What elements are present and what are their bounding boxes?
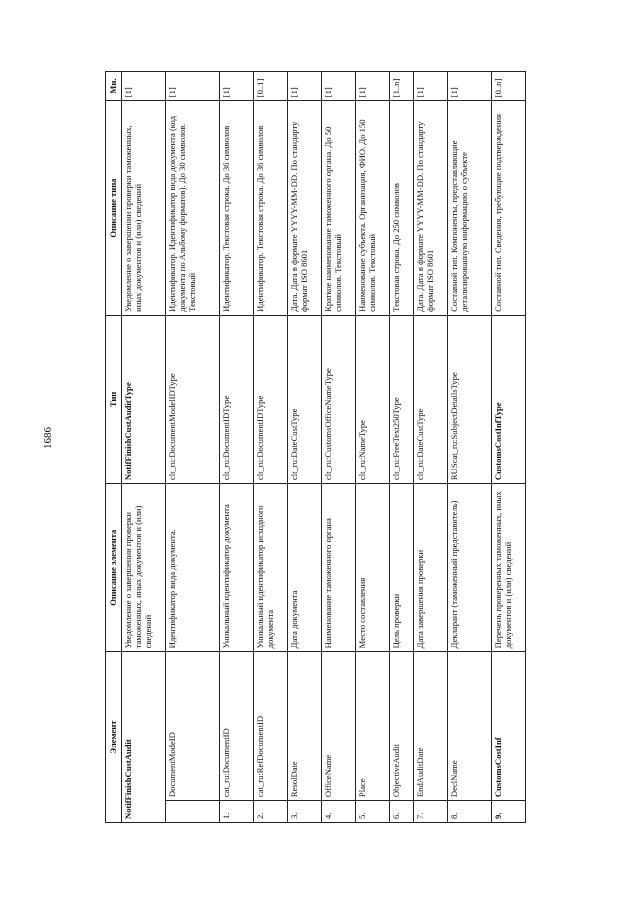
rotated-table-container — [105, 71, 585, 823]
table-row — [122, 72, 166, 823]
header-element: Элемент — [106, 652, 122, 823]
cell-mult: [1] — [288, 72, 322, 101]
cell-element: EndAuditDate — [414, 652, 448, 801]
cell-type-desc: Наименование субъекта. Организация, ФИО. До 150 символов. Текстовый — [356, 101, 390, 316]
cell-type: clt_ru:DocumentIDType — [254, 315, 288, 483]
cell-element-desc: Уникальный идентификатор документа — [220, 484, 254, 652]
cell-type: clt_ru:DocumentModelIDType — [166, 315, 220, 483]
table-row — [390, 72, 414, 823]
cell-num: 1. — [220, 801, 254, 823]
cell-type: NotifFinishCustAuditType — [122, 315, 166, 483]
cell-type: CustomsCostInfType — [492, 315, 526, 483]
cell-mult: [0..1] — [254, 72, 288, 101]
cell-element-desc: Уникальный идентификатор исходного документа — [254, 484, 288, 652]
schema-table — [105, 71, 526, 823]
cell-num: 7. — [414, 801, 448, 823]
cell-mult: [1] — [166, 72, 220, 101]
header-mult: Мн. — [106, 72, 122, 101]
cell-element: OfficeName — [322, 652, 356, 801]
cell-element: ResolDate — [288, 652, 322, 801]
cell-mult: [0..n] — [492, 72, 526, 101]
cell-num: 3. — [288, 801, 322, 823]
cell-type-desc: Дата. Дата в формате YYYY-MM-DD. По стандарту формат ISO 8601 — [414, 101, 448, 316]
cell-element-desc: Декларант (таможенный представитель) — [448, 484, 492, 652]
cell-num: 4. — [322, 801, 356, 823]
cell-type-desc: Идентификатор. Текстовая строка. До 36 символов — [254, 101, 288, 316]
cell-element: Place — [356, 652, 390, 801]
cell-mult: [1] — [322, 72, 356, 101]
header-type-desc: Описание типа — [106, 101, 122, 316]
table-row — [448, 72, 492, 823]
table-row — [166, 72, 220, 823]
cell-element-desc: Уведомление о завершении проверки таможенных, иных документов и (или) сведений — [122, 484, 166, 652]
cell-element: ObjectiveAudit — [390, 652, 414, 801]
cell-type-desc: Составной тип. Сведения, требующие подтверждения — [492, 101, 526, 316]
table-header-row — [106, 72, 122, 823]
table-row — [492, 72, 526, 823]
cell-mult: [1..n] — [390, 72, 414, 101]
table-row — [322, 72, 356, 823]
page-number: 1686 — [42, 427, 54, 449]
header-type: Тип — [106, 315, 122, 483]
cell-mult: [1] — [122, 72, 166, 101]
cell-num: 5. — [356, 801, 390, 823]
table-row — [288, 72, 322, 823]
cell-element: DocumentModeID — [166, 652, 220, 801]
cell-mult: [1] — [220, 72, 254, 101]
cell-type-desc: Идентификатор. Текстовая строка. До 36 символов — [220, 101, 254, 316]
cell-element-desc: Перечень проверенных таможенных, иных документов и (или) сведений — [492, 484, 526, 652]
cell-type-desc: Уведомление о завершении проверки таможенных, иных документов и (или) сведений — [122, 101, 166, 316]
cell-num: 9. — [492, 801, 526, 823]
cell-type: RUScat_ru:SubjectDetailsType — [448, 315, 492, 483]
cell-type: clt_ru:DateCustType — [414, 315, 448, 483]
cell-type-desc: Идентификатор. Идентификатор вида документа (код документа по Альбому форматов). До 30 символов. Текстовый — [166, 101, 220, 316]
cell-type-desc: Текстовая строка. До 250 символов — [390, 101, 414, 316]
cell-type: clt_ru:NameType — [356, 315, 390, 483]
cell-num: 6. — [390, 801, 414, 823]
cell-element: DeclName — [448, 652, 492, 801]
cell-type-desc: Краткое наименование таможенного органа. До 50 символов. Текстовый — [322, 101, 356, 316]
cell-mult: [1] — [356, 72, 390, 101]
cell-element-desc: Цель проверки — [390, 484, 414, 652]
cell-element-desc: Место составления — [356, 484, 390, 652]
cell-element: CustomsCostInf — [492, 652, 526, 801]
cell-element-desc: Идентификатор вида документа. — [166, 484, 220, 652]
cell-type-desc: Дата. Дата в формате YYYY-MM-DD. По стандарту формат ISO 8601 — [288, 101, 322, 316]
header-element-desc: Описание элемента — [106, 484, 122, 652]
cell-element: NotifFinishCustAudit — [122, 652, 166, 823]
cell-mult: [1] — [414, 72, 448, 101]
cell-type-desc: Составной тип. Компоненты, представляющие детализированную информацию о субъекте — [448, 101, 492, 316]
cell-num: 2. — [254, 801, 288, 823]
cell-element-desc: Дата завершения проверки — [414, 484, 448, 652]
cell-element-desc: Наименование таможенного органа — [322, 484, 356, 652]
cell-num: 8. — [448, 801, 492, 823]
table-row — [414, 72, 448, 823]
table-row — [220, 72, 254, 823]
table-row — [254, 72, 288, 823]
cell-element: cat_ru:DocumentID — [220, 652, 254, 801]
cell-type: clt_ru:DocumentIDType — [220, 315, 254, 483]
cell-num — [166, 801, 220, 823]
cell-type: clt_ru:FreeText250Type — [390, 315, 414, 483]
cell-type: clt_ru:CustomsOfficeNameType — [322, 315, 356, 483]
cell-type: clt_ru:DateCustType — [288, 315, 322, 483]
cell-mult: [1] — [448, 72, 492, 101]
cell-element-desc: Дата документа — [288, 484, 322, 652]
table-row — [356, 72, 390, 823]
cell-element: cat_ru:RefDocumentID — [254, 652, 288, 801]
